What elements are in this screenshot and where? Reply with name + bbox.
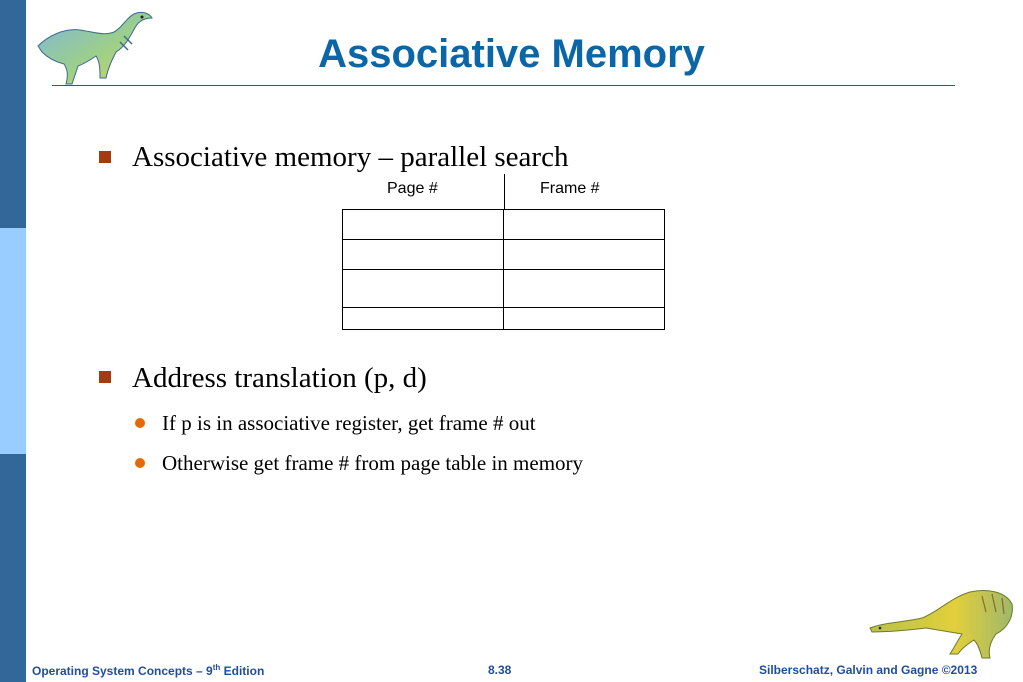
footer-book-title: Operating System Concepts – 9th Edition [32,663,265,678]
slide-title: Associative Memory [318,32,705,76]
table-cell [343,240,504,270]
dinosaur-drinking-icon [866,582,1016,660]
round-bullet-icon [135,418,145,428]
associative-register-table [342,209,665,330]
sub-bullet-text: If p is in associative register, get frame # out [162,411,536,435]
left-sidebar-highlight [0,228,26,454]
round-bullet-icon [135,458,145,468]
footer-page-number: 8.38 [488,663,512,677]
table-cell [504,240,665,270]
square-bullet-icon [99,371,111,383]
column-header-frame: Frame # [540,180,600,197]
table-cell [343,270,504,308]
table-cell [504,308,665,330]
column-divider [504,174,505,210]
table-row [343,210,665,240]
table-cell [504,210,665,240]
bullet-text: Address translation (p, d) [132,362,427,394]
sub-bullet-text: Otherwise get frame # from page table in memory [162,451,584,475]
square-bullet-icon [99,151,111,163]
column-header-page: Page # [387,180,438,197]
table-cell [343,210,504,240]
table-cell [504,270,665,308]
footer-copyright: Silberschatz, Galvin and Gagne ©2013 [759,663,978,677]
table-row [343,240,665,270]
left-sidebar-band [0,0,26,682]
table-row [343,270,665,308]
title-underline [52,85,955,86]
table-cell [343,308,504,330]
table-row [343,308,665,330]
bullet-text: Associative memory – parallel search [132,141,569,173]
